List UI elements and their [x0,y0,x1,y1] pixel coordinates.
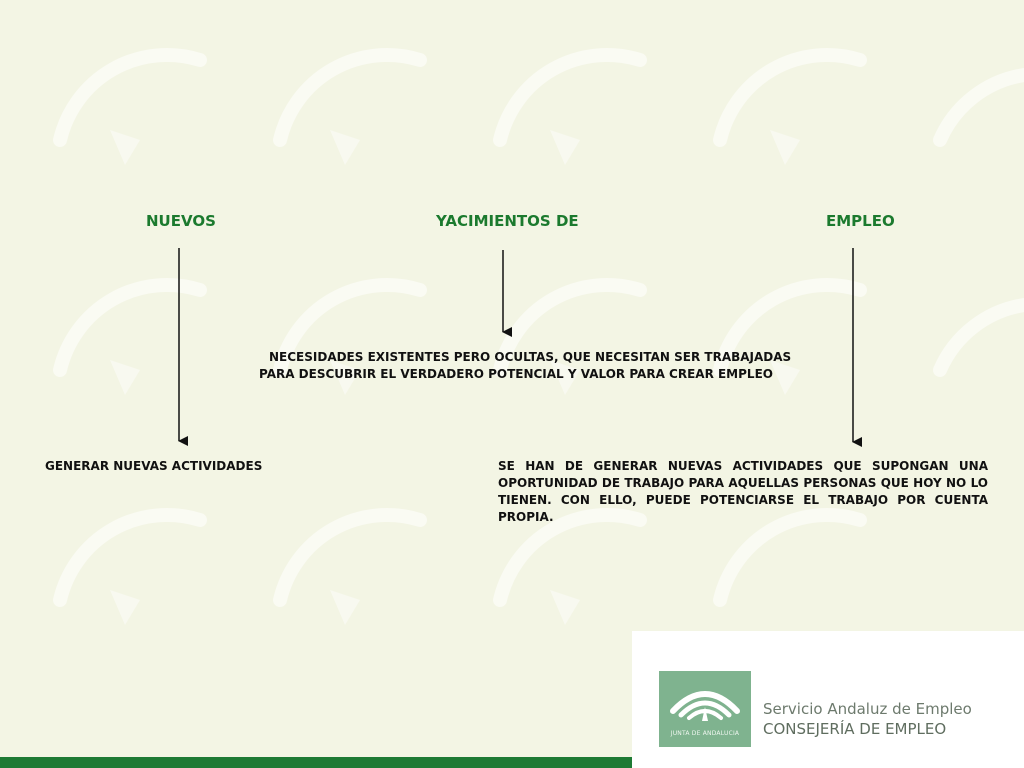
logo-panel [632,631,1024,768]
right-description: SE HAN DE GENERAR NUEVAS ACTIVIDADES QUE SUPONGAN UNA OPORTUNIDAD DE TRABAJO PARA AQUELLAS PERSONAS QUE HOY NO LO TIENEN. CON ELLO, PUEDE POTENCIARSE EL TRABAJO POR CUENTA PROPIA. [498,459,988,524]
title-nuevos: NUEVOS [146,212,216,230]
title-empleo: EMPLEO [826,212,895,230]
org-department: CONSEJERÍA DE EMPLEO [763,720,947,738]
title-yacimientos: YACIMIENTOS DE [436,212,579,230]
emblem-caption: JUNTA DE ANDALUCIA [670,730,740,737]
org-name: Servicio Andaluz de Empleo [763,700,972,718]
center-description: NECESIDADES EXISTENTES PERO OCULTAS, QUE NECESITAN SER TRABAJADAS PARA DESCUBRIR EL VERDADERO POTENCIAL Y VALOR PARA CREAR EMPLEO [259,350,792,381]
bottom-green-bar [0,757,632,768]
left-description: GENERAR NUEVAS ACTIVIDADES [45,459,263,473]
junta-andalucia-emblem [659,671,751,747]
